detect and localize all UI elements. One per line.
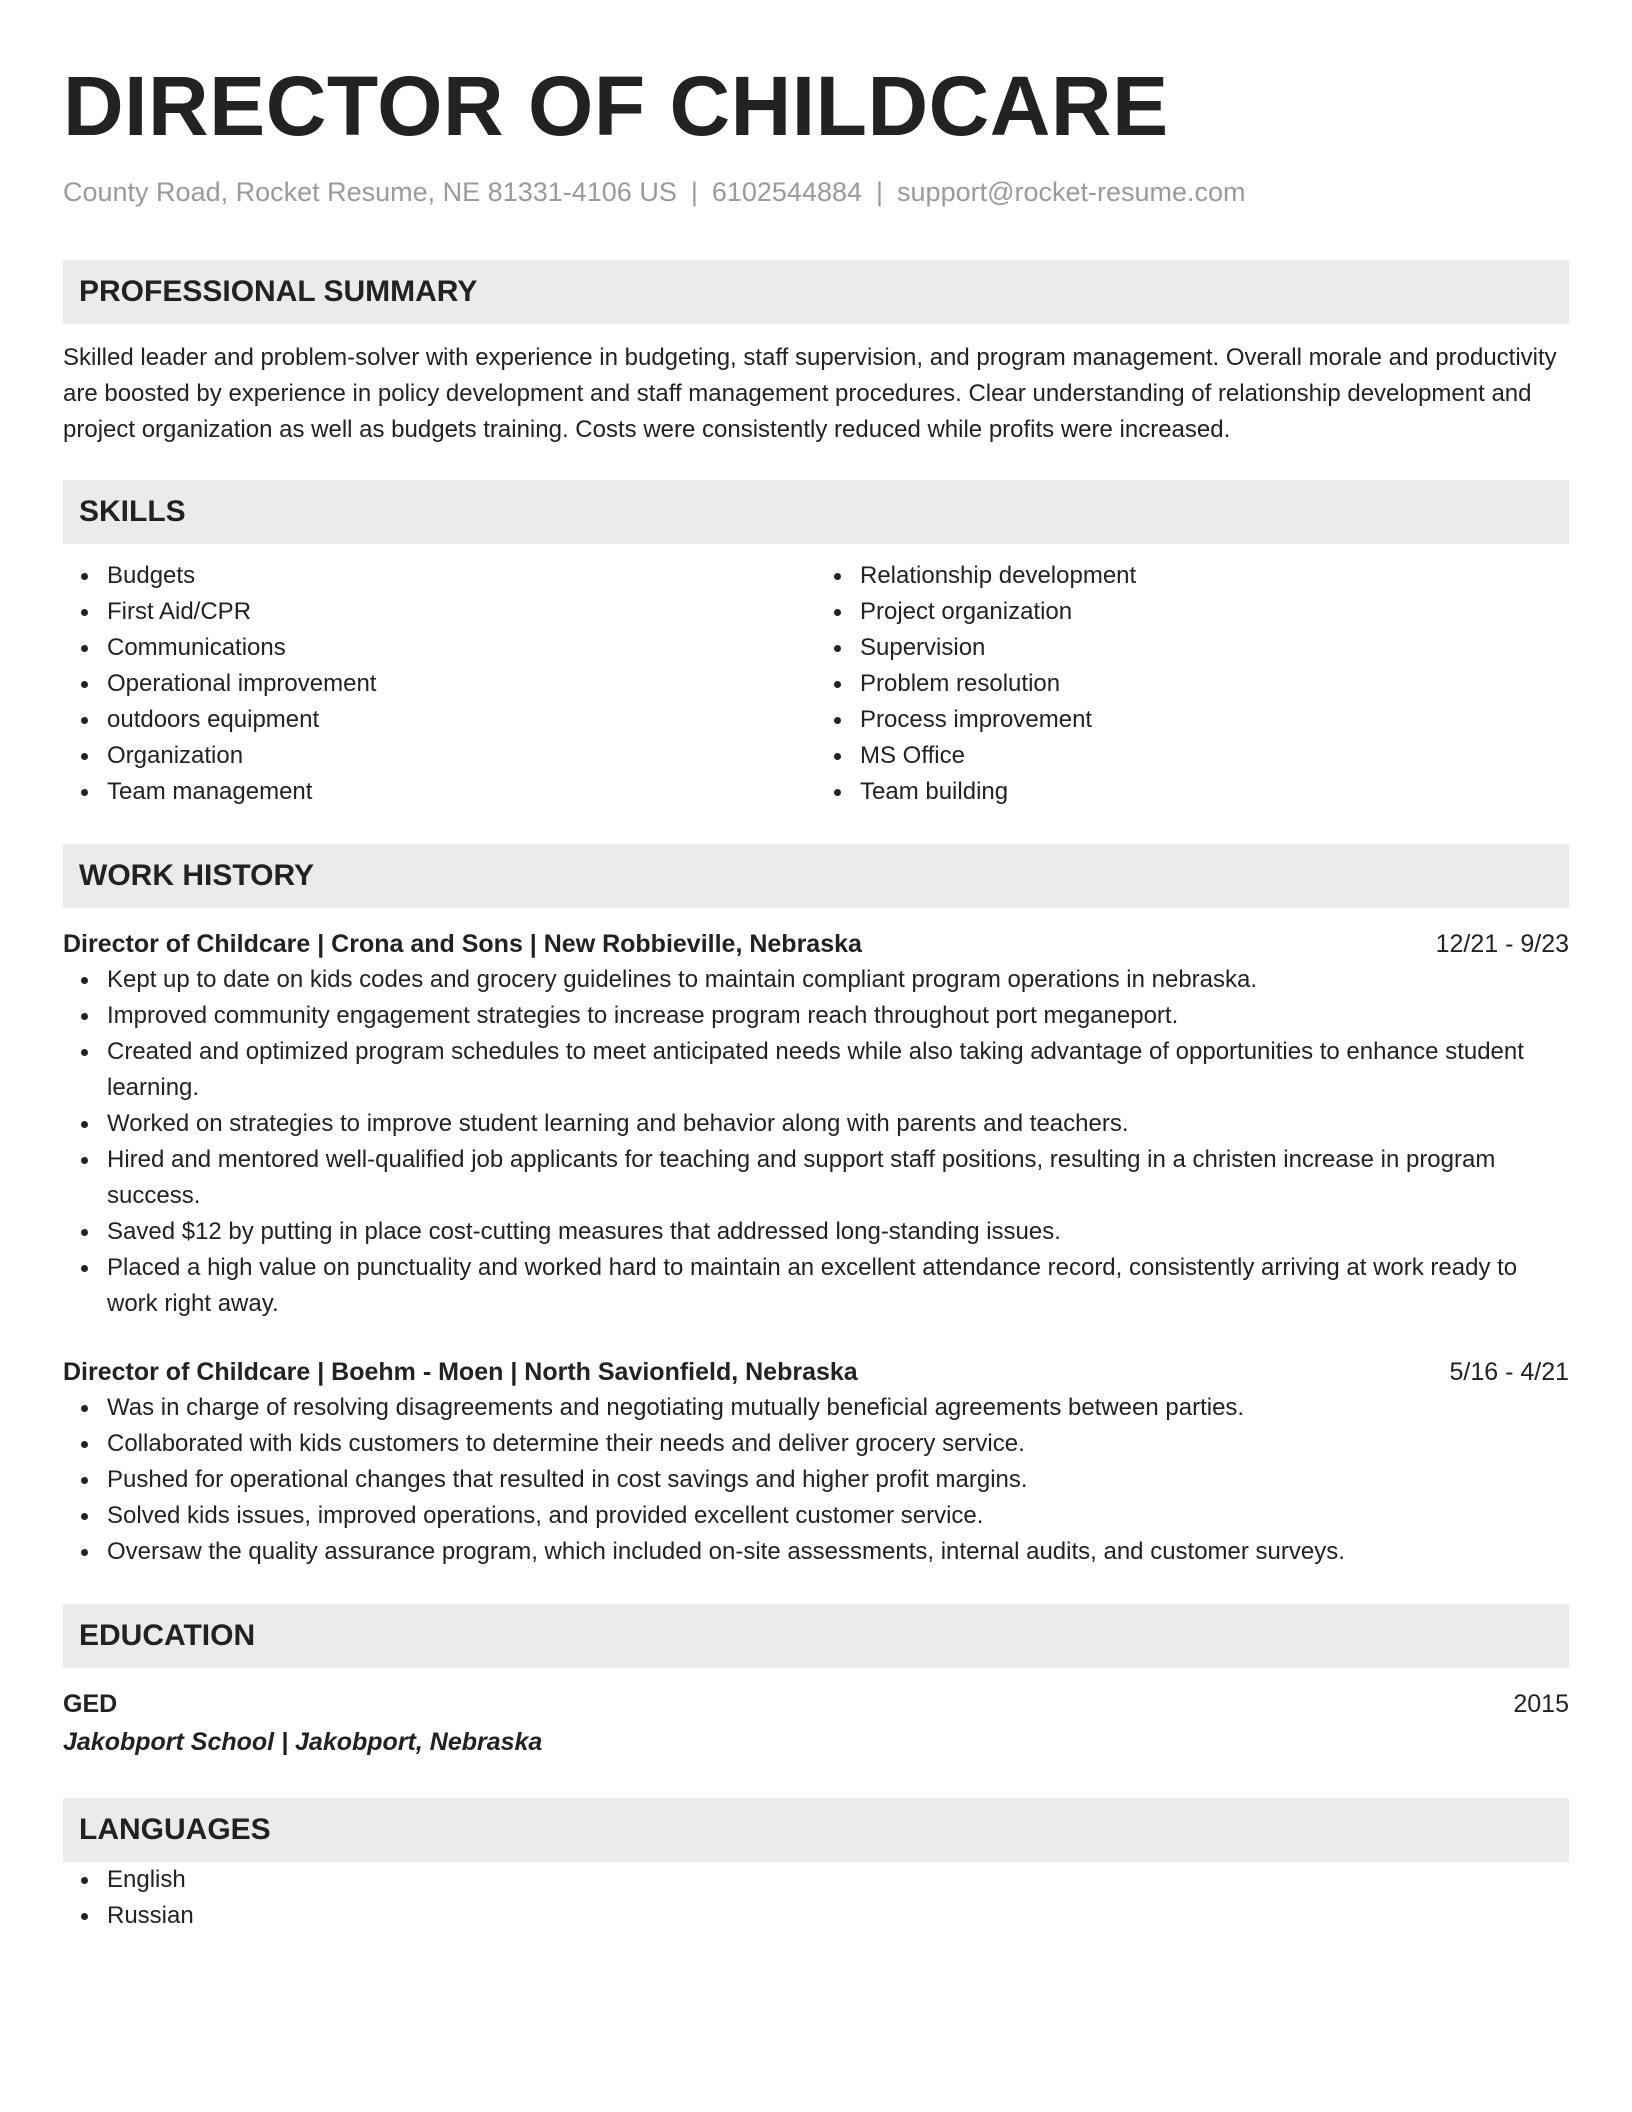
skills-grid [63,558,1569,810]
section-heading-languages: LANGUAGES [63,1798,1569,1862]
job-bullet: Oversaw the quality assurance program, which included on-site assessments, internal audits, and customer surveys. [107,1534,1569,1570]
job-bullet: Solved kids issues, improved operations, and provided excellent customer service. [107,1498,1569,1534]
job-bullet: Improved community engagement strategies to increase program reach throughout port meganeport. [107,998,1569,1034]
contact-phone: 6102544884 [711,177,863,207]
job-header [63,1354,1569,1390]
job-header [63,926,1569,962]
section-heading-skills: SKILLS [63,480,1569,544]
skill-item: Process improvement [860,702,1569,738]
job-dates: 5/16 - 4/21 [1449,1358,1569,1386]
language-item: English [107,1862,1569,1898]
section-heading-work-history: WORK HISTORY [63,844,1569,908]
contact-address: County Road, Rocket Resume, NE 81331-4106 US [63,177,677,207]
skill-item: outdoors equipment [107,702,816,738]
contact-line [63,174,1569,210]
job-dates: 12/21 - 9/23 [1435,930,1569,958]
section-heading-summary: PROFESSIONAL SUMMARY [63,260,1569,324]
skill-item: First Aid/CPR [107,594,816,630]
skill-item: Operational improvement [107,666,816,702]
job-bullet: Hired and mentored well-qualified job applicants for teaching and support staff positions, resulting in a christen increase in program success. [107,1142,1569,1214]
job-bullet-list [63,962,1569,1322]
skills-column-right [816,558,1569,810]
job-bullet: Pushed for operational changes that resulted in cost savings and higher profit margins. [107,1462,1569,1498]
skill-item: Relationship development [860,558,1569,594]
skill-item: Organization [107,738,816,774]
skill-item: Team building [860,774,1569,810]
job-bullet: Collaborated with kids customers to determine their needs and deliver grocery service. [107,1426,1569,1462]
resume-title: DIRECTOR OF CHILDCARE [63,59,1169,153]
job-entry [63,1354,1569,1570]
skill-item: Budgets [107,558,816,594]
job-bullet: Was in charge of resolving disagreements and negotiating mutually beneficial agreements between parties. [107,1390,1569,1426]
education-header [63,1686,1569,1722]
skill-item: MS Office [860,738,1569,774]
skill-item: Communications [107,630,816,666]
education-year: 2015 [1513,1690,1569,1718]
education-school: Jakobport School | Jakobport, Nebraska [63,1728,543,1756]
languages-list [63,1862,1569,1934]
job-bullet: Created and optimized program schedules to meet anticipated needs while also taking advantage of opportunities to enhance student learning. [107,1034,1569,1106]
job-bullet-list [63,1390,1569,1570]
skill-item: Problem resolution [860,666,1569,702]
language-item: Russian [107,1898,1569,1934]
job-bullet: Saved $12 by putting in place cost-cutting measures that addressed long-standing issues. [107,1214,1569,1250]
skills-column-left [63,558,816,810]
contact-separator: | [690,177,698,207]
contact-email: support@rocket-resume.com [897,177,1246,207]
job-bullet: Worked on strategies to improve student learning and behavior along with parents and teachers. [107,1106,1569,1142]
section-heading-education: EDUCATION [63,1604,1569,1668]
job-title: Director of Childcare | Crona and Sons | New Robbieville, Nebraska [63,930,862,958]
contact-separator: | [876,177,884,207]
skill-item: Team management [107,774,816,810]
job-entry [63,926,1569,1322]
job-bullet: Placed a high value on punctuality and worked hard to maintain an excellent attendance record, consistently arriving at work ready to work right away. [107,1250,1569,1322]
job-bullet: Kept up to date on kids codes and grocery guidelines to maintain compliant program operations in nebraska. [107,962,1569,998]
skill-item: Supervision [860,630,1569,666]
education-degree: GED [63,1690,118,1718]
summary-text: Skilled leader and problem-solver with experience in budgeting, staff supervision, and program management. Overall morale and productivity are boosted by experience in policy development and staff management procedures. Clear understanding of relationship development and project organization as well as budgets training. Costs were consistently reduced while profits were increased. [63,344,1557,443]
skill-item: Project organization [860,594,1569,630]
job-title: Director of Childcare | Boehm - Moen | North Savionfield, Nebraska [63,1358,858,1386]
